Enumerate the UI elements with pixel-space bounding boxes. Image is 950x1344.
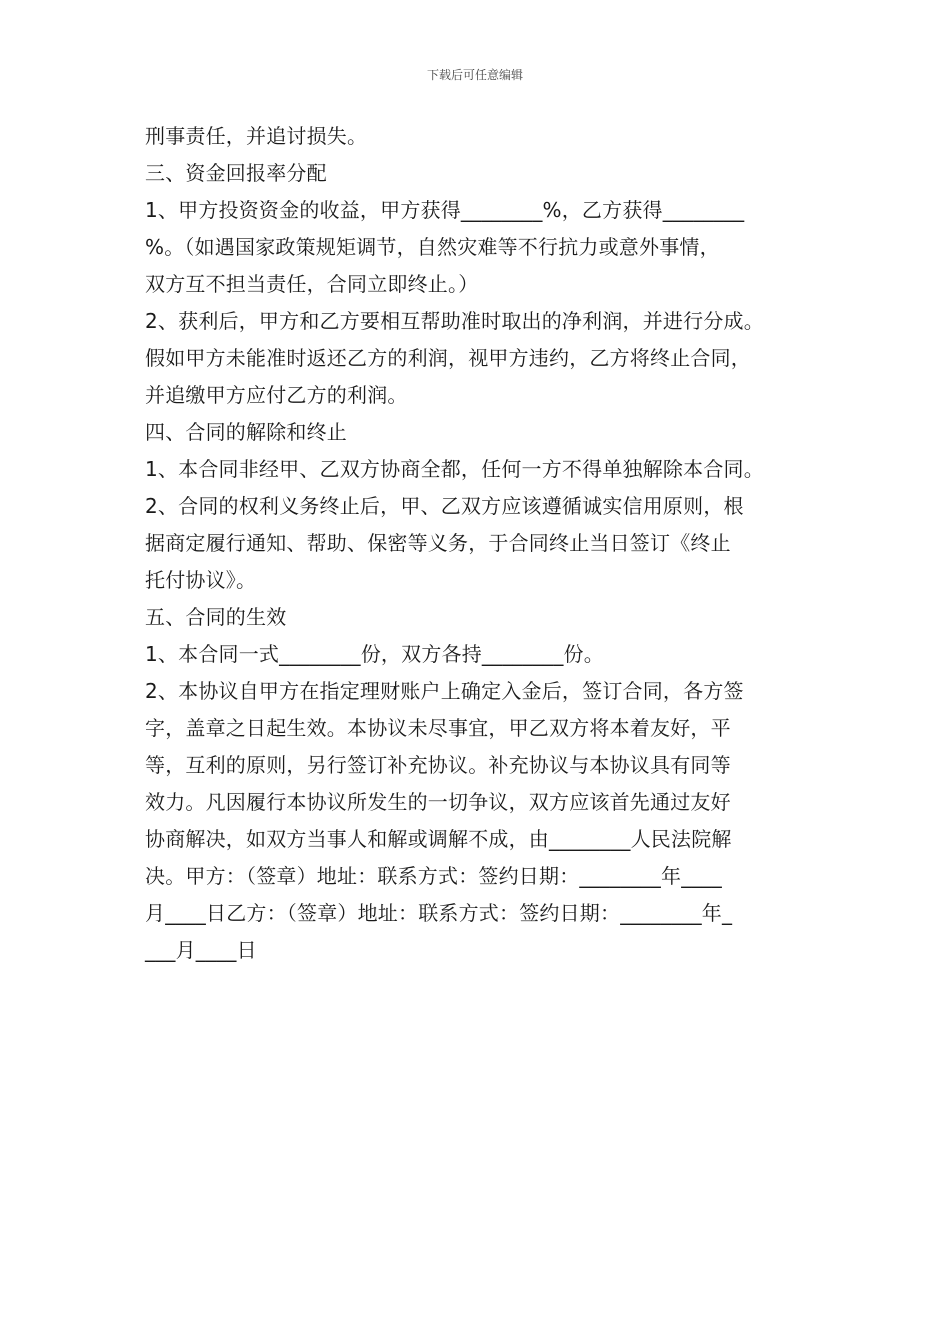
text-line: 协商解决，如双方当事人和解或调解不成，由________人民法院解 <box>145 827 732 851</box>
text-line: 2、本协议自甲方在指定理财账户上确定入金后，签订合同，各方签 <box>145 679 744 703</box>
section-heading-4: 四、合同的解除和终止 <box>145 420 347 444</box>
text-line: 1、甲方投资资金的收益，甲方获得________%，乙方获得________ <box>145 198 745 222</box>
text-line: 字，盖章之日起生效。本协议未尽事宜，甲乙双方将本着友好，平 <box>145 716 731 740</box>
text-line: ___月____日 <box>145 938 257 962</box>
text-line: 托付协议》。 <box>145 568 257 592</box>
text-line: 1、本合同非经甲、乙双方协商全都，任何一方不得单独解除本合同。 <box>145 457 764 481</box>
text-line: 决。甲方：（签章）地址：联系方式：签约日期：________年____ <box>145 864 722 888</box>
text-line: 2、获利后，甲方和乙方要相互帮助准时取出的净利润，并进行分成。 <box>145 309 764 333</box>
header-note: 下载后可任意编辑 <box>426 68 523 82</box>
document-body <box>145 118 815 969</box>
text-line: %。（如遇国家政策规矩调节，自然灾难等不行抗力或意外事情， <box>145 235 720 259</box>
text-line: 据商定履行通知、帮助、保密等义务，于合同终止当日签订《终止 <box>145 531 731 555</box>
text-line: 2、合同的权利义务终止后，甲、乙双方应该遵循诚实信用原则，根 <box>145 494 744 518</box>
section-heading-3: 三、资金回报率分配 <box>145 161 327 185</box>
text-line: 效力。凡因履行本协议所发生的一切争议，双方应该首先通过友好 <box>145 790 731 814</box>
text-line: 1、本合同一式________份，双方各持________份。 <box>145 642 604 666</box>
text-line: 刑事责任，并追讨损失。 <box>145 124 368 148</box>
text-line: 月____日乙方：（签章）地址：联系方式：签约日期：________年_ <box>145 901 733 925</box>
section-heading-5: 五、合同的生效 <box>145 605 287 629</box>
text-line: 并追缴甲方应付乙方的利润。 <box>145 383 408 407</box>
text-line: 等，互利的原则，另行签订补充协议。补充协议与本协议具有同等 <box>145 753 731 777</box>
text-line: 假如甲方未能准时返还乙方的利润，视甲方违约，乙方将终止合同， <box>145 346 751 370</box>
text-line: 双方互不担当责任，合同立即终止。） <box>145 272 479 296</box>
